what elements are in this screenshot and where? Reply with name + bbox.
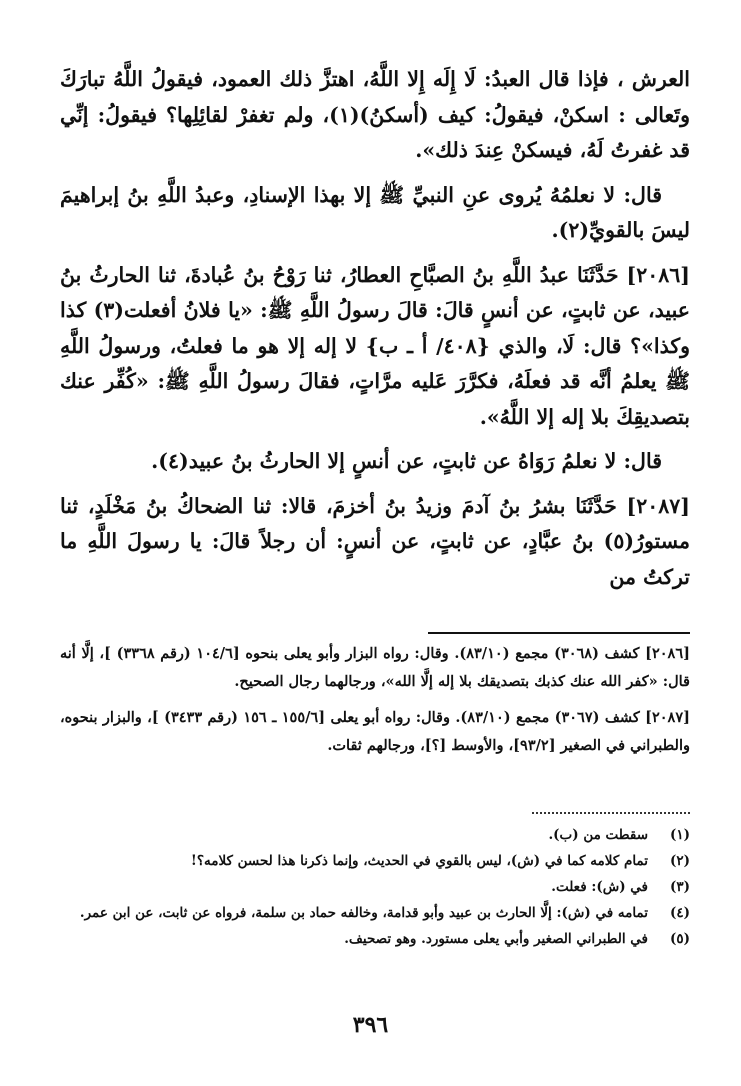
- note-text: سقطت من (ب).: [548, 827, 648, 843]
- note-number: (٢): [669, 853, 690, 869]
- note-text: في (ش): فعلت.: [551, 879, 648, 895]
- footnote-2087: [٢٠٨٧] كشف (٣٠٦٧) مجمع (٨٣/١٠). وقال: رواه أبو يعلى [١٥٥/٦ ـ ١٥٦ (رقم ٣٤٣٣) ]، والبزار بنحوه، والطبراني في الصغير [٩٣/٢]، والأوسط [؟]، ورجالهم ثقات.: [60, 709, 691, 754]
- note-item: [60, 850, 690, 872]
- paragraph-commentary-1: قال: لا نعلمُهُ يُروى عنِ النبيِّ ﷺ إلا بهذا الإسنادِ، وعبدُ اللَّهِ بنُ إبراهيمَ ليسَ بالقويِّ(٢).: [60, 182, 690, 242]
- footnote-2086: [٢٠٨٦] كشف (٣٠٦٨) مجمع (٨٣/١٠). وقال: رواه البزار وأبو يعلى بنحوه [١٠٤/٦ (رقم ٣٣٦٨) ]، إلَّا أنه قال: «كفر الله عنك كذبك بتصديقك بلا إله إلَّا الله»، ورجالهما رجال الصحيح.: [60, 645, 690, 690]
- dotted-separator: [532, 812, 690, 814]
- note-item: [60, 876, 690, 898]
- footnote-separator: [428, 632, 690, 634]
- note-number: (٣): [669, 879, 690, 895]
- takhrij-footnotes: [60, 640, 690, 760]
- main-text: [60, 62, 690, 595]
- note-number: (١): [669, 827, 690, 843]
- paragraph-continuation: العرش ، فإذا قال العبدُ: لَا إِلَه إِلا اللَّهُ، اهتزَّ ذلك العمود، فيقولُ اللَّهُ تبارَكَ وتَعالى : اسكنْ، فيقولُ: كيف (أسكنُ)(١)، ولم تغفرْ لقائِلِها؟ فيقولُ: إنِّي قد غفرتُ لَهُ، فيسكنْ عِندَ ذلك».: [60, 67, 690, 162]
- paragraph-commentary-2: قال: لا نعلمُ رَوَاهُ عن ثابتٍ، عن أنسٍ إلا الحارثُ بنُ عبيد(٤).: [151, 449, 662, 473]
- note-number: (٤): [669, 905, 690, 921]
- hadith-2086: [٢٠٨٦] حَدَّثَنَا عبدُ اللَّهِ بنُ الصبَّاحِ العطارُ، ثنا رَوْحُ بنُ عُبادةَ، ثنا الحارثُ بنُ عبيد، عن ثابتٍ، عن أنسٍ قالَ: قالَ رسولُ اللَّهِ ﷺ: «يا فلانُ أفعلت(٣) كذا وكذا»؟ قال: لَا، والذي {٤٠٨/ أ ـ ب} لا إله إلا هو ما فعلتُ، ورسولُ اللَّهِ ﷺ يعلمُ أنَّه قد فعلَهُ، فكرَّرَ عَليه مرَّاتٍ، فقالَ رسولُ اللَّهِ ﷺ: «كُفِّر عنك بتصديقِكَ بلا إله إلا اللَّهُ».: [60, 262, 690, 429]
- note-number: (٥): [669, 931, 690, 947]
- note-text: تمام كلامه كما في (ش)، ليس بالقوي في الحديث، وإنما ذكرنا هذا لحسن كلامه؟!: [190, 853, 648, 869]
- note-item: [60, 902, 690, 924]
- hadith-2087: [٢٠٨٧] حَدَّثَنَا بشرُ بنُ آدمَ وزيدُ بنُ أخزمَ، قالا: ثنا الضحاكُ بنُ مَخْلَدٍ، ثنا مستورُ(٥) بنُ عبَّادٍ، عن ثابتٍ، عن أنسٍ: أن رجلاً قالَ: يا رسولَ اللَّهِ ما تركتُ من: [60, 493, 690, 589]
- note-text: تمامه في (ش): إلَّا الحارث بن عبيد وأبو قدامة، وخالفه حماد بن سلمة، فرواه عن ثابت، عن ابن عمر.: [79, 905, 648, 921]
- note-item: [60, 928, 690, 950]
- page-number: ٣٩٦: [352, 1012, 389, 1038]
- note-text: في الطبراني الصغير وأبي يعلى مستورد. وهو تصحيف.: [344, 931, 648, 947]
- variant-notes: [60, 824, 690, 954]
- note-item: [60, 824, 690, 846]
